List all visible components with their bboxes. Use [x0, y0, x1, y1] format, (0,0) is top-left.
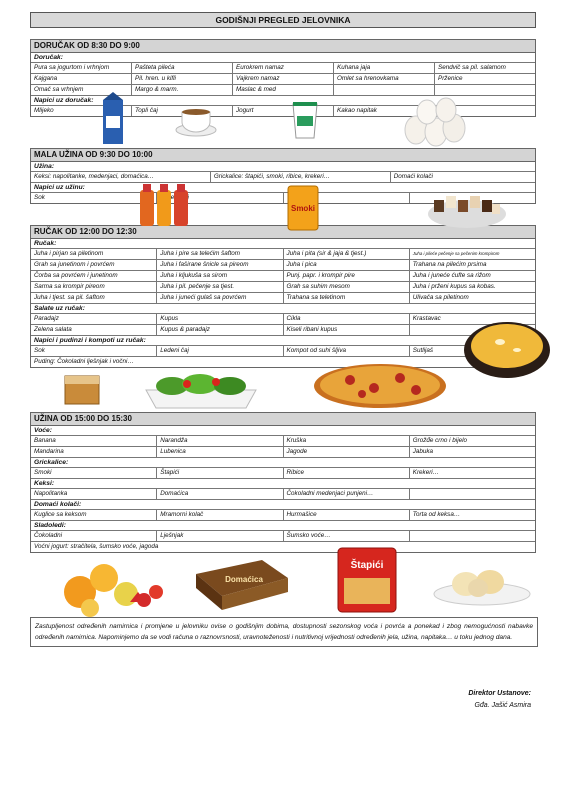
page-title: GODIŠNJI PREGLED JELOVNIKA — [30, 12, 536, 28]
stapici-package-image — [334, 544, 400, 616]
table-cell: Kiseli ribani kupus — [284, 325, 410, 335]
table-cell: Juha i pita (sir & jaja & tjest.) — [284, 249, 410, 259]
table-cell: Domaći kolači — [393, 173, 433, 180]
cakes-label: Domaći kolači: — [31, 500, 535, 510]
table-cell: Jagode — [284, 447, 410, 457]
table-cell — [410, 531, 535, 541]
table-row — [31, 436, 535, 447]
table-cell: Juha i kljukuša sa sirom — [157, 271, 283, 281]
pizza-image — [312, 362, 448, 410]
salad-bowl-image — [142, 372, 260, 410]
pudding-line: Puding: Čokoladni lješnjak i vočni… — [34, 358, 134, 365]
table-row — [31, 346, 535, 357]
lunch-salads-label: Salate uz ručak: — [31, 304, 535, 314]
snack-drinks-label: Napici uz užinu: — [31, 183, 535, 193]
table-cell: Čokoladni medenjaci punjeni… — [284, 489, 410, 499]
table-cell: Juha i faširane šnicle sa pireom — [157, 260, 283, 270]
table-cell — [410, 489, 535, 499]
table-cell: Grožđe crno i bijelo — [412, 437, 467, 444]
snack-header: MALA UŽINA OD 9:30 DO 10:00 — [31, 149, 535, 162]
lunch-label: Ručak: — [31, 239, 535, 249]
table-row — [31, 293, 535, 304]
table-cell: Torta od keksa… — [412, 511, 461, 518]
table-cell: Štapići — [157, 468, 283, 478]
breakfast-label: Doručak: — [31, 53, 535, 63]
eggs-image — [400, 94, 470, 148]
table-cell: Juha i pileće pečenje sa pečenim krompirom — [412, 251, 500, 256]
table-cell: Eurokrem namaz — [233, 63, 334, 73]
table-row — [31, 357, 535, 367]
table-cell: Kakao napitak — [334, 106, 435, 116]
table-cell: Šumsko voće… — [284, 531, 410, 541]
milk-carton-image — [100, 92, 126, 146]
table-cell: Punj. papr. i krompir pire — [284, 271, 410, 281]
table-cell: Trahana na pilećim prsima — [412, 261, 487, 268]
tea-cup-image — [174, 100, 220, 138]
table-cell: Lubenica — [157, 447, 283, 457]
yogurt-line: Voćni jogurt: stračitela, šumsko voće, jagoda — [34, 543, 159, 550]
snacks-label: Grickalice: — [31, 458, 535, 468]
sweets-label: Sladoledi: — [31, 521, 535, 531]
table-row — [31, 249, 535, 260]
snack-label: Užina: — [31, 162, 535, 172]
table-cell: Krekeri… — [412, 469, 439, 476]
afternoon-header: UŽINA OD 15:00 DO 15:30 — [31, 413, 535, 426]
table-cell: Maslac & med — [233, 85, 334, 95]
table-cell: Grah sa junetinom i povrćem — [31, 260, 157, 270]
table-cell: Krastavac — [412, 315, 441, 322]
table-cell: Sendvič sa pil. salamom — [438, 64, 506, 71]
cakes-platter-image — [426, 180, 508, 232]
table-cell: Juha i pire sa telećim šaftom — [157, 249, 283, 259]
lunch-section — [30, 225, 536, 368]
table-row — [31, 63, 535, 74]
table-cell: Kuhana jaja — [334, 63, 435, 73]
table-cell: Kupus & paradajz — [157, 325, 283, 335]
table-cell: Juha i juneći gulaš sa povrćem — [157, 293, 283, 303]
pudding-image — [62, 370, 102, 408]
document-page — [30, 12, 536, 550]
table-cell: Pašteta pileća — [132, 63, 233, 73]
table-row — [31, 447, 535, 458]
table-cell: Pil. hren. u kifli — [132, 74, 233, 84]
table-cell: Kompot od suhi šljiva — [284, 346, 410, 356]
table-cell: Sarma sa krompir pireom — [31, 282, 157, 292]
table-cell: Jabuka — [412, 448, 434, 455]
signature-name: Gđa. Jašić Asmira — [474, 702, 531, 709]
table-cell: Ribice — [284, 468, 410, 478]
table-row — [31, 542, 535, 552]
fruit-label: Voće: — [31, 426, 535, 436]
afternoon-section — [30, 412, 536, 553]
table-cell: Mandarina — [31, 447, 157, 457]
smoki-package-image — [286, 184, 320, 232]
ice-cream-image — [432, 562, 532, 606]
cookies-label: Keksi: — [31, 479, 535, 489]
table-cell: Margo & marm. — [132, 85, 233, 95]
table-row — [31, 531, 535, 542]
table-cell: Juha i pirjan sa piletinom — [31, 249, 157, 259]
table-cell: Hurmašice — [284, 510, 410, 520]
table-cell: Cikla — [284, 314, 410, 324]
smoki-label: Smoki — [290, 204, 316, 213]
table-row — [31, 325, 535, 336]
juice-bottles-image — [138, 180, 192, 228]
table-cell: Narandža — [157, 436, 283, 446]
table-cell: Vajkrem namaz — [233, 74, 334, 84]
table-cell: Kuglice sa keksom — [31, 510, 157, 520]
table-cell: Napolitanka — [31, 489, 157, 499]
table-cell: Paradajz — [31, 314, 157, 324]
table-row — [31, 260, 535, 271]
table-cell: Zelena salata — [31, 325, 157, 335]
lunch-header: RUČAK OD 12:00 DO 12:30 — [31, 226, 535, 239]
table-cell: Juha i tjest. sa pil. šaftom — [31, 293, 157, 303]
table-row — [31, 314, 535, 325]
table-cell: Omač sa vrhnjem — [31, 85, 132, 95]
table-cell: Keksi: napolitanke, medenjaci, domaćica… — [31, 172, 211, 182]
table-cell: Sok — [31, 193, 157, 203]
table-cell: Grickalice: štapići, smoki, ribice, krekeri… — [211, 172, 391, 182]
table-cell: Mlijeko — [31, 106, 132, 116]
breakfast-drinks-label: Napici uz doručak: — [31, 96, 535, 106]
table-cell: Trahana sa teletinom — [284, 293, 410, 303]
table-row — [31, 510, 535, 521]
signature-role: Direktor Ustanove: — [468, 690, 531, 697]
table-cell: Lješnjak — [157, 531, 283, 541]
table-cell: Mramorni kolač — [157, 510, 283, 520]
table-cell: Juha i juneće ćufte sa rižom — [412, 272, 491, 279]
domacica-box-image — [192, 556, 290, 612]
table-cell: Pura sa jogurtom i vrhnjom — [31, 63, 132, 73]
table-cell: Čokoladni — [31, 531, 157, 541]
table-cell: Kruška — [284, 436, 410, 446]
table-cell: Prženice — [438, 75, 463, 82]
table-cell: Domaćica — [157, 489, 283, 499]
lunch-drinks-label: Napici i pudinzi i kompoti uz ručak: — [31, 336, 535, 346]
table-cell: Kupus — [157, 314, 283, 324]
table-row — [31, 271, 535, 282]
table-cell: Grah sa suhim mesom — [284, 282, 410, 292]
table-cell: Topli čaj — [132, 106, 233, 116]
table-cell: Juha i pica — [284, 260, 410, 270]
table-row — [31, 74, 535, 85]
table-cell: Ledeni čaj — [157, 346, 283, 356]
table-cell: Sutlijaš — [412, 347, 434, 354]
table-cell: Ulivača sa piletinom — [412, 294, 469, 301]
soup-bowl-image — [462, 310, 552, 382]
table-cell: Jogurt — [233, 106, 334, 116]
table-row — [31, 489, 535, 500]
table-row — [31, 468, 535, 479]
fruit-image — [60, 556, 166, 618]
table-cell: Banana — [31, 436, 157, 446]
stapici-label: Štapići — [350, 560, 384, 571]
domacica-label: Domaćica — [225, 575, 263, 584]
table-cell: Kajgana — [31, 74, 132, 84]
table-cell: Sok — [31, 346, 157, 356]
yogurt-cup-image — [290, 100, 320, 140]
menu-note: Zastupljenost određenih namirnica i promjene u jelovniku ovise o godišnjim dobima, dostupnosti sezonskog voća i povrća a ponekad i zbog nemogućnosti nabavke određenih namirnica. Napominjemo da se vodi računa o raznovrsnosti, uravnoteženosti i nutritivnoj vrijednosti određenih jela, užina, napitaka… u toku jednog dana. — [30, 617, 538, 647]
table-cell: Juha i pil. pečenje sa tjest. — [157, 282, 283, 292]
table-row — [31, 282, 535, 293]
table-cell: Čorba sa povrćem i junetinom — [31, 271, 157, 281]
breakfast-header: DORUČAK OD 8:30 DO 9:00 — [31, 40, 535, 53]
table-cell: Omlet sa hrenovkama — [334, 74, 435, 84]
table-cell: Juha i prženi kupus sa kobas. — [412, 283, 496, 290]
table-cell: Smoki — [31, 468, 157, 478]
